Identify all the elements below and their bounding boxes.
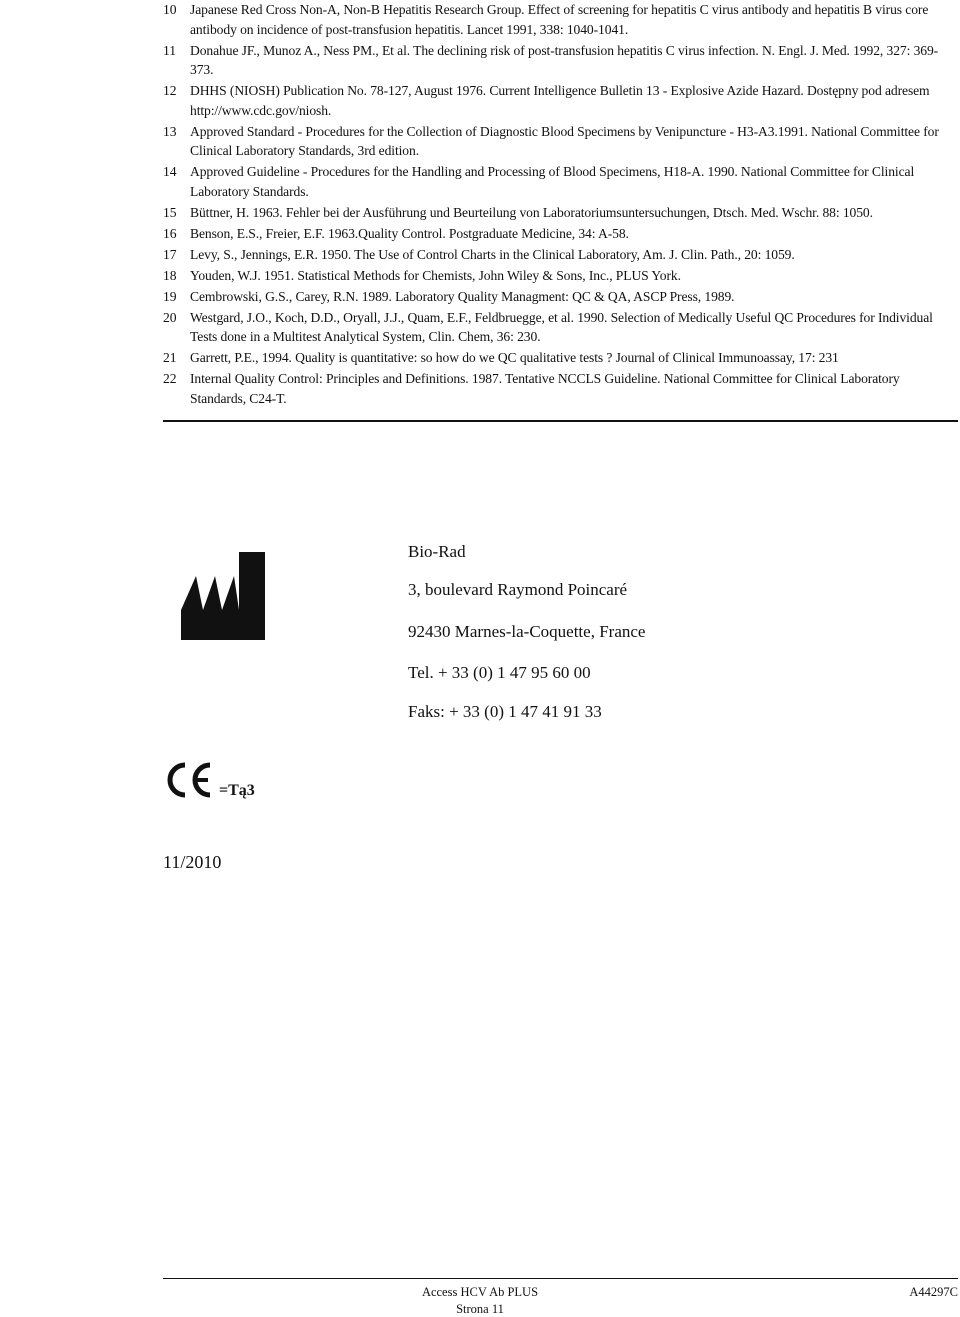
manufacturer-street: 3, boulevard Raymond Poincaré [408, 580, 628, 599]
reference-item [163, 369, 958, 408]
reference-number: 13 [163, 123, 177, 139]
section-divider [163, 420, 958, 422]
reference-text: DHHS (NIOSH) Publication No. 78-127, August 1976. Current Intelligence Bulletin 13 - Explosive Azide Hazard. Dostępny pod adresem http://www.cdc.gov/niosh. [190, 83, 930, 118]
ce-notified-body-code: =Tą3 [219, 782, 255, 799]
reference-item [163, 266, 958, 286]
manufacturer-phone: Tel. + 33 (0) 1 47 95 60 00 [408, 663, 591, 682]
reference-item [163, 81, 958, 120]
footer-doc-code: A44297C [909, 1285, 958, 1299]
footer-page-number: Strona 11 [456, 1302, 504, 1316]
manufacturer-city: 92430 Marnes-la-Coquette, France [408, 622, 646, 641]
reference-item [163, 308, 958, 347]
reference-text: Youden, W.J. 1951. Statistical Methods for Chemists, John Wiley & Sons, Inc., PLUS York. [190, 267, 681, 283]
reference-item [163, 245, 958, 265]
reference-text: Japanese Red Cross Non-A, Non-B Hepatitis Research Group. Effect of screening for hepatitis C virus antibody and hepatitis B virus core antibody on incidence of post-transfusion hepatitis. Lancet 1991, 338: 1040-1041. [190, 2, 929, 37]
footer-divider [163, 1278, 958, 1279]
reference-item [163, 162, 958, 201]
reference-list [163, 0, 958, 410]
reference-number: 14 [163, 164, 177, 179]
reference-number: 17 [163, 246, 177, 262]
reference-item [163, 348, 958, 368]
reference-number: 19 [163, 288, 177, 304]
reference-number: 20 [163, 309, 177, 325]
reference-text: Donahue JF., Munoz A., Ness PM., Et al. The declining risk of post-transfusion hepatitis C virus infection. N. Engl. J. Med. 1992, 327: 369-373. [190, 42, 939, 77]
reference-text: Büttner, H. 1963. Fehler bei der Ausführung und Beurteilung von Laboratoriumsuntersuchungen, Dtsch. Med. Wschr. 88: 1050. [190, 204, 873, 220]
manufacturer-fax: Faks: + 33 (0) 1 47 41 91 33 [408, 702, 602, 721]
reference-text: Cembrowski, G.S., Carey, R.N. 1989. Laboratory Quality Managment: QC & QA, ASCP Press, 1989. [190, 288, 735, 304]
footer-product: Access HCV Ab PLUS [421, 1285, 539, 1299]
reference-text: Westgard, J.O., Koch, D.D., Oryall, J.J., Quam, E.F., Feldbruegge, et al. 1990. Selection of Medically Useful QC Procedures for Individual Tests done in a Multitest Analytical System, Clin. Chem, 36: 230. [190, 309, 933, 344]
reference-item [163, 41, 958, 80]
reference-item [163, 203, 958, 223]
reference-number: 10 [163, 2, 177, 17]
reference-item [163, 0, 958, 39]
reference-number: 15 [163, 204, 177, 220]
reference-text: Approved Guideline - Procedures for the Handling and Processing of Blood Specimens, H18-A. 1990. National Committee for Clinical Laboratory Standards. [190, 164, 915, 199]
reference-number: 21 [163, 350, 177, 365]
factory-icon [181, 552, 265, 640]
reference-item [163, 287, 958, 307]
reference-text: Garrett, P.E., 1994. Quality is quantitative: so how do we QC qualitative tests ? Journal of Clinical Immunoassay, 17: 231 [190, 350, 839, 365]
reference-number: 22 [163, 371, 177, 386]
revision-date: 11/2010 [163, 852, 222, 872]
manufacturer-name: Bio-Rad [408, 542, 466, 561]
ce-mark-icon [165, 759, 213, 801]
reference-item [163, 224, 958, 244]
reference-item [163, 122, 958, 161]
reference-text: Levy, S., Jennings, E.R. 1950. The Use of Control Charts in the Clinical Laboratory, Am. J. Clin. Path., 20: 1059. [190, 246, 795, 262]
reference-text: Internal Quality Control: Principles and Definitions. 1987. Tentative NCCLS Guideline. National Committee for Clinical Laboratory Standards, C24-T. [190, 371, 900, 406]
reference-number: 16 [163, 225, 177, 241]
reference-number: 12 [163, 83, 177, 98]
reference-text: Approved Standard - Procedures for the Collection of Diagnostic Blood Specimens by Venipuncture - H3-A3.1991. National Committee for Clinical Laboratory Standards, 3rd edition. [190, 123, 939, 158]
reference-number: 18 [163, 267, 177, 283]
reference-number: 11 [163, 42, 176, 58]
reference-text: Benson, E.S., Freier, E.F. 1963.Quality Control. Postgraduate Medicine, 34: A-58. [190, 225, 629, 241]
